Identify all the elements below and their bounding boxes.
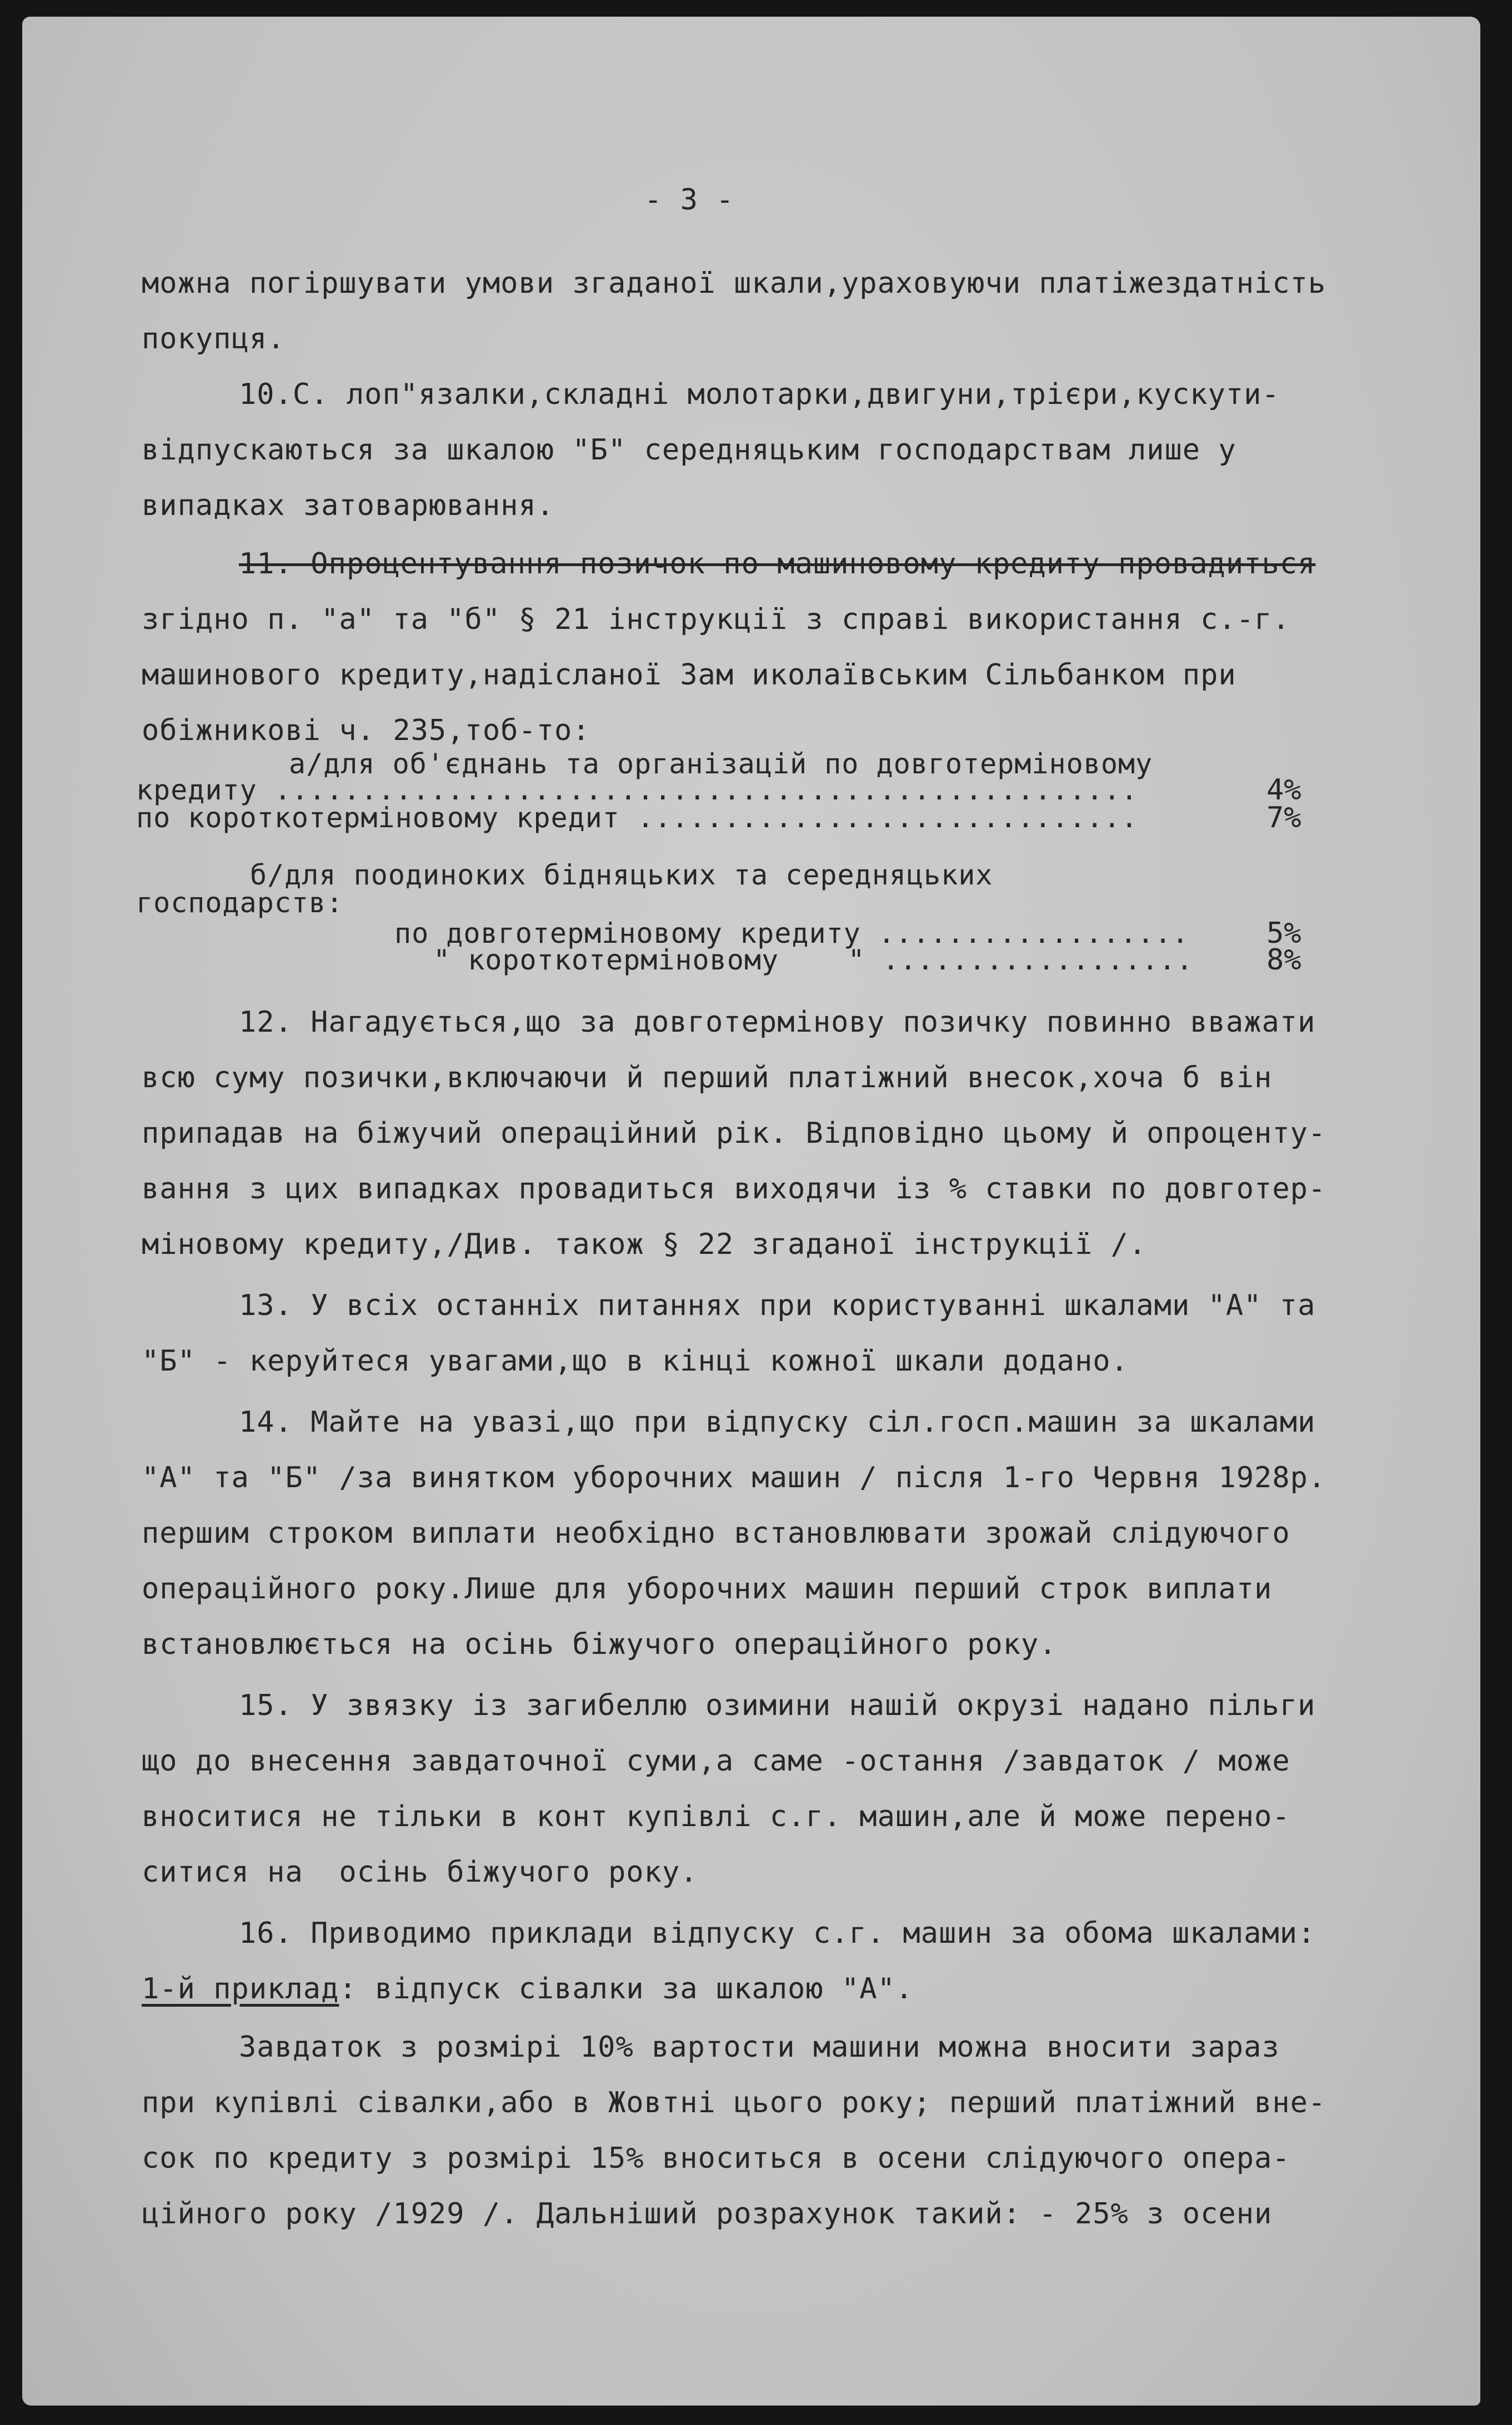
text-line: операційного року.Лише для уборочних машин перший строк виплати — [142, 1572, 1273, 1606]
text-line: 14. Майте на увазі,що при відпуску сіл.госп.машин за шкалами — [239, 1406, 1316, 1439]
text-line: відпускаються за шкалою "Б" середняцьким господарствам лише у — [142, 433, 1236, 467]
text-line: 16. Приводимо приклади відпуску с.г. машин за обома шкалами: — [239, 1917, 1316, 1950]
example-heading: 1-й приклад — [142, 1972, 339, 2006]
rates-b-short-label: " короткотерміновому " .................. — [433, 944, 1194, 976]
text-line: можна погіршувати умови згаданої шкали,ураховуючи платіжездатність — [142, 267, 1326, 300]
text-line: міновому кредиту,/Див. також § 22 згаданої інструкції /. — [142, 1228, 1147, 1261]
text-line: встановлюється на осінь біжучого операційного року. — [142, 1628, 1057, 1661]
text-line: 13. У всіх останніх питаннях при користуванні шкалами "А" та — [239, 1289, 1316, 1322]
text-line: всю суму позички,включаючи й перший платіжний внесок,хоча б він — [142, 1061, 1273, 1094]
rates-b-cont: господарств: — [136, 887, 344, 919]
text-line: покупця. — [142, 322, 286, 356]
page-number: - 3 - — [644, 183, 734, 217]
text-line: Завдаток з розмірі 10% вартости машини можна вносити зараз — [239, 2031, 1280, 2064]
text-line: що до внесення завдаточної суми,а саме -остання /завдаток / може — [142, 1744, 1290, 1778]
text-line: згідно п. "а" та "б" § 21 інструкції з справі використання с.-г. — [142, 603, 1290, 636]
text-line: ситися на осінь біжучого року. — [142, 1856, 698, 1889]
text-line: 11. Опроцентування позичок по машиновому кредиту провадиться — [239, 547, 1316, 581]
text-line: 15. У звязку із загибеллю озимини нашій окрузі надано пільги — [239, 1689, 1316, 1722]
text-line: вання з цих випадках провадиться виходячи із % ставки по довготер- — [142, 1172, 1326, 1206]
rates-b-long-value: 5% — [1266, 917, 1301, 950]
rates-a-long-label: кредиту .................................................. — [136, 774, 1138, 806]
rates-b-intro: б/для поодиноких бідняцьких та середняцьких — [250, 859, 993, 891]
text-line: машинового кредиту,надісланої Зам иколаївським Сільбанком при — [142, 658, 1236, 692]
rates-a-short-label: по короткотерміновому кредит ............................. — [136, 802, 1138, 834]
text-line: при купівлі сівалки,або в Жовтні цього року; перший платіжний вне- — [142, 2086, 1326, 2119]
rates-b-short-value: 8% — [1266, 943, 1301, 977]
text-line: 10.С. лоп"язалки,складні молотарки,двигуни,трієри,кускути- — [239, 378, 1280, 411]
text-line: першим строком виплати необхідно встановлювати зрожай слідуючого — [142, 1517, 1290, 1550]
text-line: "А" та "Б" /за винятком уборочних машин / після 1-го Червня 1928р. — [142, 1461, 1326, 1494]
example-heading-line — [142, 1972, 913, 2006]
rates-a-intro: а/для об'єднань та організацій по довготерміновому — [289, 748, 1153, 780]
text-line: сок по кредиту з розмірі 15% вноситься в осени слідуючого опера- — [142, 2142, 1290, 2175]
text-line: "Б" - керуйтеся увагами,що в кінці кожної шкали додано. — [142, 1344, 1129, 1378]
rates-a-short-value: 7% — [1266, 801, 1301, 834]
document-page — [22, 17, 1480, 2406]
rates-a-long-value: 4% — [1266, 773, 1301, 807]
text-line: вноситися не тільки в конт купівлі с.г. машин,але й може перено- — [142, 1800, 1290, 1833]
text-line: випадках затоварювання. — [142, 489, 555, 522]
example-heading-rest: : відпуск сівалки за шкалою "А". — [339, 1972, 914, 2006]
text-line: обіжникові ч. 235,тоб-то: — [142, 714, 590, 747]
text-line: припадав на біжучий операційний рік. Відповідно цьому й опроценту- — [142, 1117, 1326, 1150]
text-line: ційного року /1929 /. Дальніший розрахунок такий: - 25% з осени — [142, 2197, 1273, 2231]
rates-b-long-label: по довготерміновому кредиту .................. — [394, 917, 1189, 949]
text-line: 12. Нагадується,що за довготермінову позичку повинно вважати — [239, 1006, 1316, 1039]
